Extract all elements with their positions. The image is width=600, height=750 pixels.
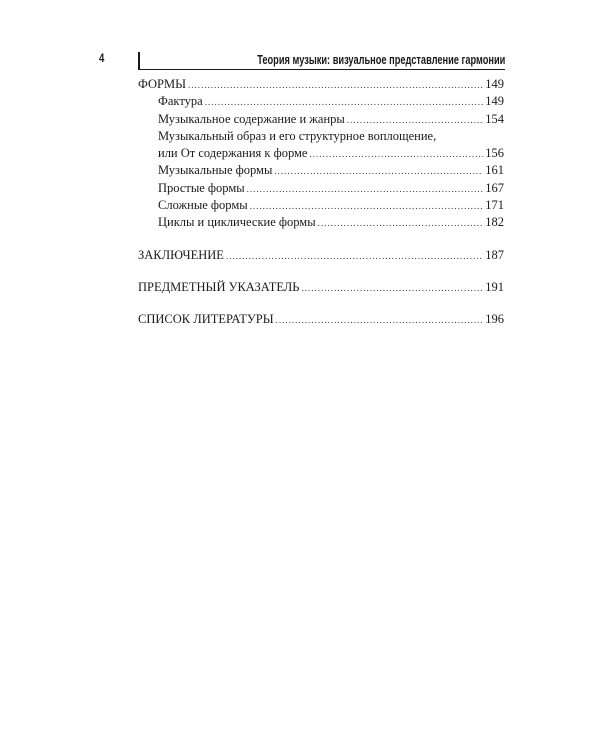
- toc-entry-forms[interactable]: [138, 76, 504, 93]
- toc-entry-label: Музыкальные формы: [158, 163, 273, 178]
- toc-entry-conclusion[interactable]: [138, 247, 504, 264]
- leader-dots: [247, 181, 484, 198]
- toc-entry-page: 149: [485, 77, 504, 91]
- toc-entry-label: ЗАКЛЮЧЕНИЕ: [138, 247, 224, 262]
- toc-entry-page: 154: [485, 111, 504, 126]
- toc-entry-complex-forms[interactable]: [138, 197, 504, 214]
- toc-entry-image-structure[interactable]: [138, 128, 504, 163]
- toc-entry-page: 191: [485, 279, 504, 294]
- leader-dots: [318, 215, 484, 232]
- toc-entry-page: 196: [485, 312, 504, 327]
- leader-dots: [250, 198, 484, 215]
- toc-entry-page: 182: [485, 215, 504, 230]
- table-of-contents: [138, 76, 504, 329]
- toc-entry-subject-index[interactable]: [138, 279, 504, 296]
- leader-dots: [188, 77, 483, 94]
- toc-entry-simple-forms[interactable]: [138, 180, 504, 197]
- toc-entry-page: 167: [485, 180, 504, 195]
- toc-entry-label: СПИСОК ЛИТЕРАТУРЫ: [138, 312, 274, 327]
- toc-entry-page: 187: [485, 247, 504, 262]
- toc-entry-label: ПРЕДМЕТНЫЙ УКАЗАТЕЛЬ: [138, 279, 300, 294]
- toc-entry-label: Сложные формы: [158, 198, 248, 213]
- toc-entry-bibliography[interactable]: [138, 311, 504, 328]
- toc-entry-musical-forms[interactable]: [138, 162, 504, 179]
- running-header: [138, 52, 505, 70]
- toc-entry-page: 171: [485, 198, 504, 213]
- toc-entry-label: Простые формы: [158, 180, 245, 195]
- toc-entry-label-line1: Музыкальный образ и его структурное воплощение,: [158, 128, 437, 143]
- spacer: [138, 232, 504, 247]
- toc-entry-cycles[interactable]: [138, 214, 504, 231]
- spacer: [138, 264, 504, 279]
- leader-dots: [274, 163, 483, 180]
- toc-entry-label: Музыкальное содержание и жанры: [158, 111, 345, 126]
- leader-dots: [205, 94, 484, 111]
- header-rule: [138, 69, 505, 70]
- leader-dots: [347, 112, 483, 129]
- toc-entry-page: 149: [485, 94, 504, 109]
- page-number: 4: [99, 51, 105, 65]
- leader-dots: [276, 312, 484, 329]
- toc-entry-content-genres[interactable]: [138, 111, 504, 128]
- toc-entry-label: Циклы и циклические формы: [158, 215, 316, 230]
- toc-entry-label: ФОРМЫ: [138, 77, 187, 91]
- toc-entry-page: 161: [485, 163, 504, 178]
- toc-entry-label: Фактура: [158, 94, 203, 109]
- leader-dots: [226, 248, 483, 265]
- leader-dots: [309, 146, 483, 163]
- running-header-title: Теория музыки: визуальное представление гармонии: [256, 53, 505, 67]
- header-bar: [138, 52, 140, 70]
- toc-entry-label: или От содержания к форме: [158, 146, 308, 161]
- spacer: [138, 296, 504, 311]
- toc-entry-page: 156: [485, 146, 504, 161]
- leader-dots: [301, 280, 483, 297]
- toc-entry-texture[interactable]: [138, 93, 504, 110]
